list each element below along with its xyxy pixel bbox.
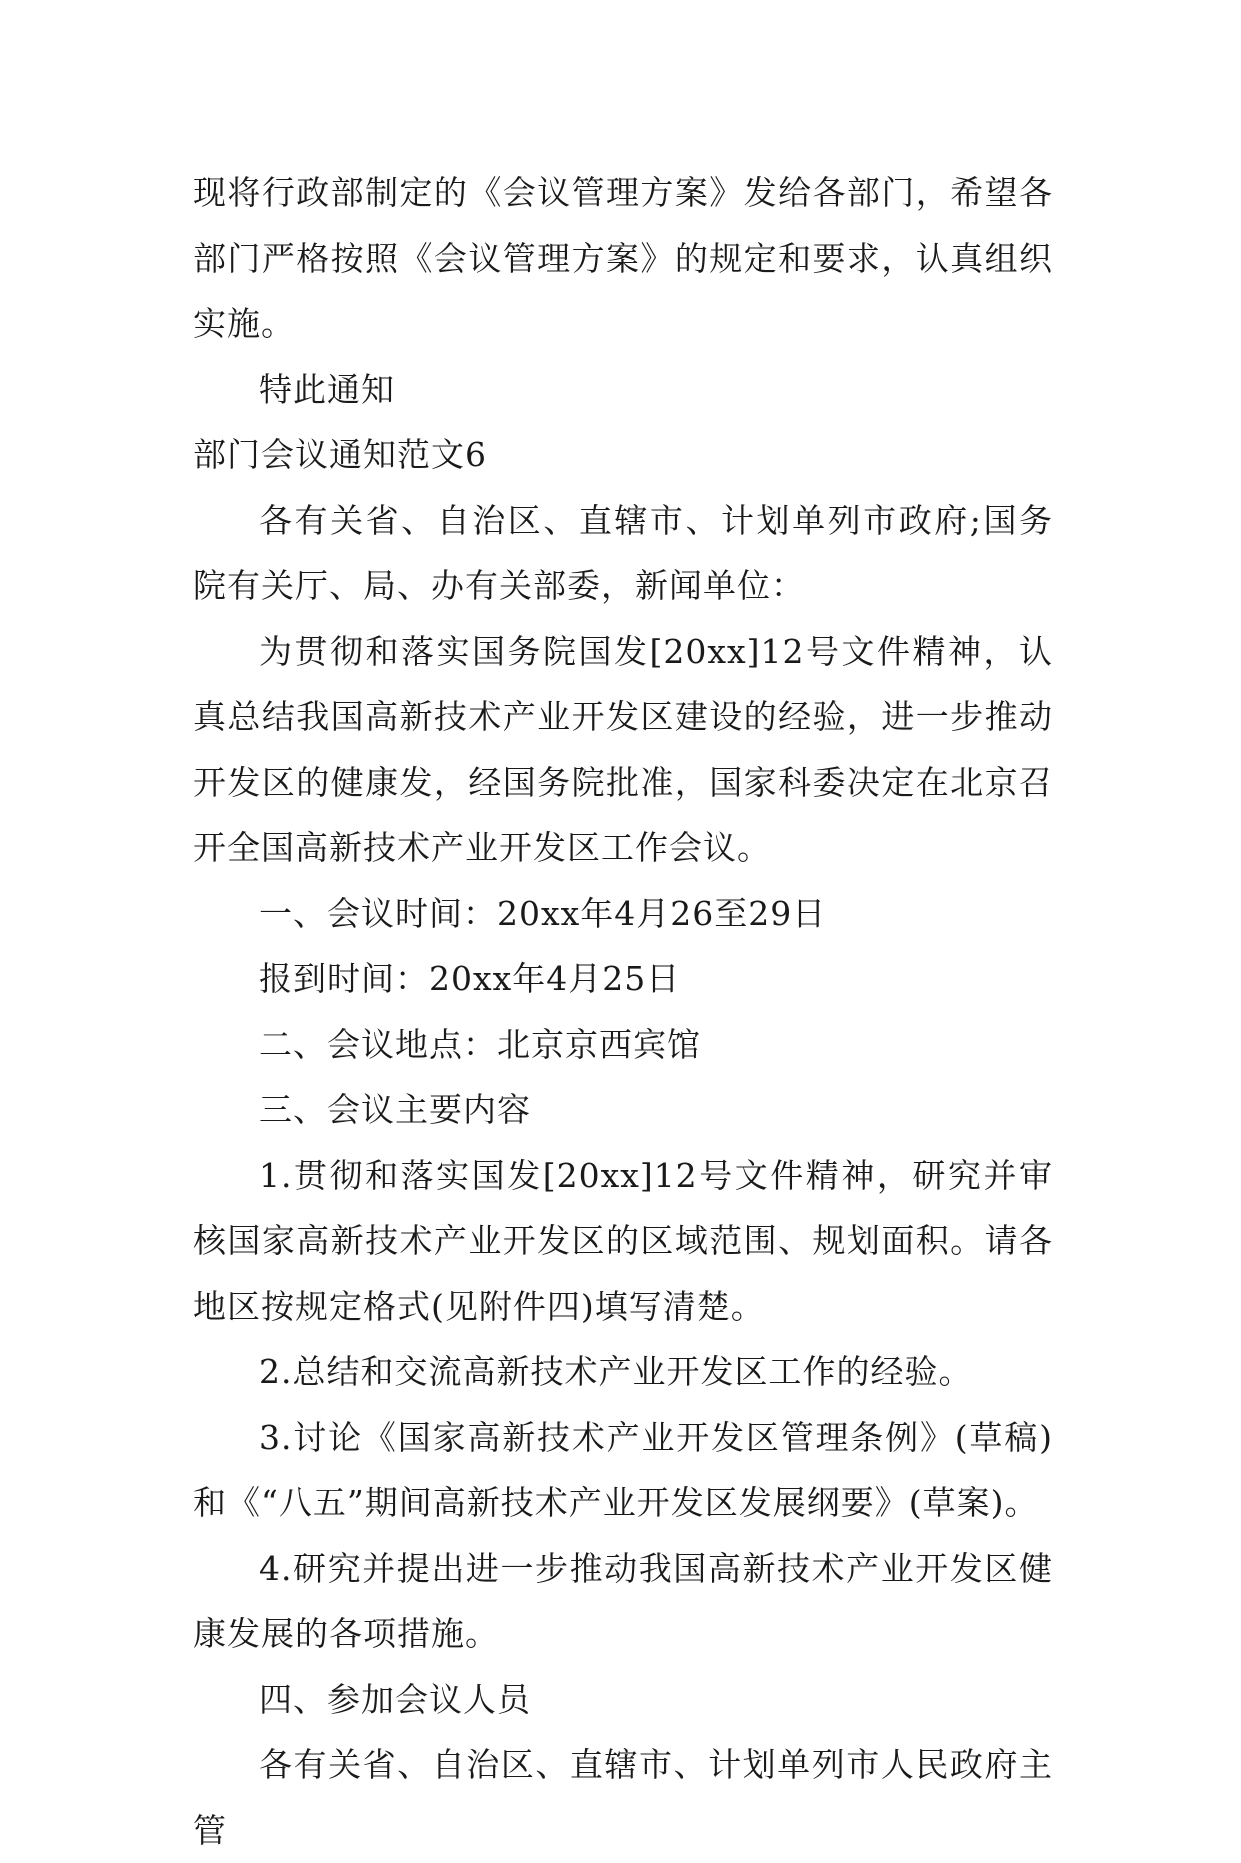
paragraph-closing: 特此通知	[259, 369, 395, 409]
paragraph-main-content-heading: 三、会议主要内容	[259, 1090, 531, 1129]
paragraph-attendees-heading: 四、参加会议人员	[259, 1679, 531, 1719]
paragraph-item-2: 2.总结和交流高新技术产业开发区工作的经验。	[259, 1352, 973, 1391]
paragraph-meeting-time: 一、会议时间：20xx年4月26至29日	[259, 893, 827, 933]
paragraph-item-3: 3.讨论《国家高新技术产业开发区管理条例》(草稿)和《“八五”期间高新技术产业开发区发展纲要》(草案)。	[193, 1417, 1053, 1522]
section-heading: 部门会议通知范文6	[193, 435, 487, 474]
paragraph-purpose: 为贯彻和落实国务院国发[20xx]12号文件精神，认真总结我国高新技术产业开发区建设的经验，进一步推动开发区的健康发，经国务院批准，国家科委决定在北京召开全国高新技术产业开发区工作会议。	[193, 631, 1053, 867]
paragraph-meeting-location: 二、会议地点：北京京西宾馆	[259, 1024, 701, 1064]
paragraph-attendees: 各有关省、自治区、直辖市、计划单列市人民政府主管	[193, 1745, 1053, 1850]
paragraph-item-4: 4.研究并提出进一步推动我国高新技术产业开发区健康发展的各项措施。	[193, 1548, 1053, 1653]
paragraph-addressees: 各有关省、自治区、直辖市、计划单列市政府;国务院有关厅、局、办有关部委，新闻单位：	[193, 500, 1053, 605]
paragraph-item-1: 1.贯彻和落实国发[20xx]12号文件精神，研究并审核国家高新技术产业开发区的区域范围、规划面积。请各地区按规定格式(见附件四)填写清楚。	[193, 1155, 1053, 1326]
document-body	[193, 160, 1053, 1863]
paragraph-notice-intro: 现将行政部制定的《会议管理方案》发给各部门，希望各部门严格按照《会议管理方案》的规定和要求，认真组织实施。	[193, 173, 1053, 343]
paragraph-registration-time: 报到时间：20xx年4月25日	[259, 959, 681, 998]
